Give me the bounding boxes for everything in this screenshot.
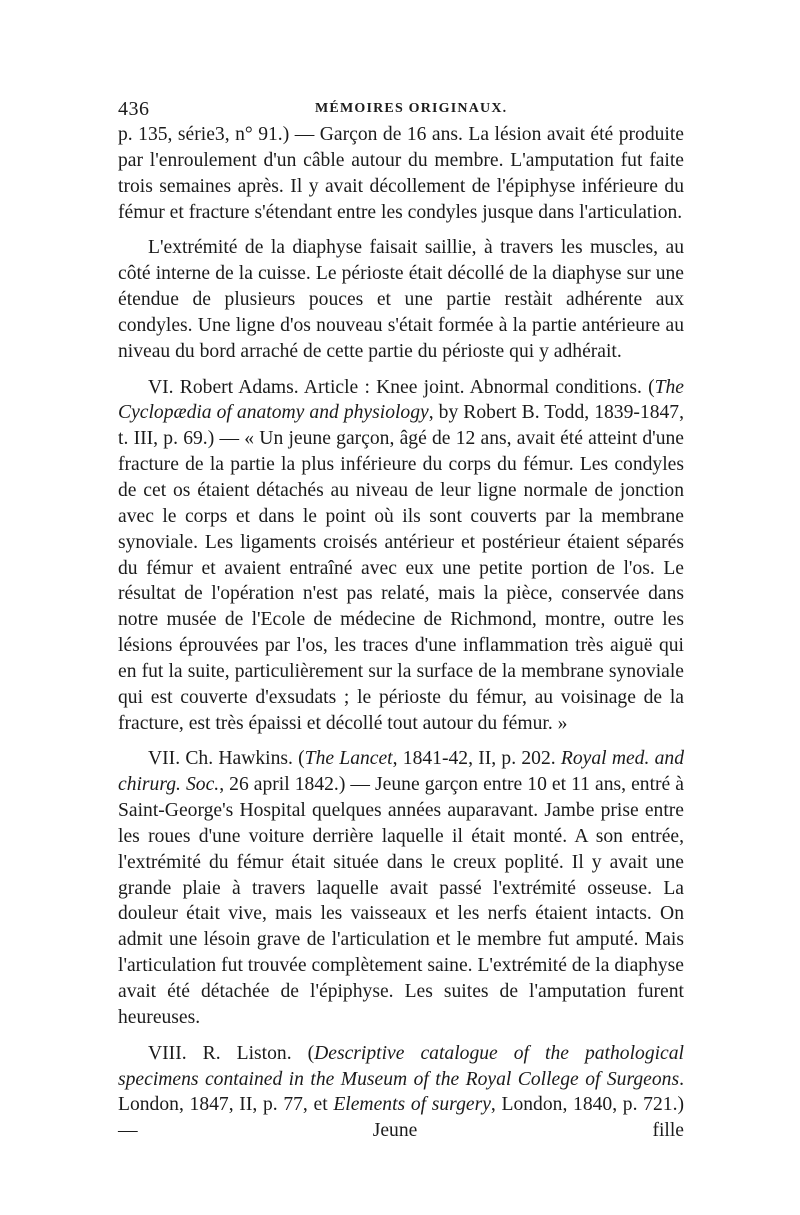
case-viii-source-elements: Elements of surgery [333,1094,491,1116]
paragraph-case-vi [118,375,684,737]
case-vii-text: , 26 april 1842.) — Jeune garçon entre 10 et 11 ans, entré à Saint-George's Hospital quelques années auparavant. Jambe prise entre les roues d'une voiture derrière laquelle il était monté. A son entrée, l'extrémité du fémur était située dans le creux poplité. Il y avait une grande plaie à travers laquelle avait passé l'extrémité osseuse. La douleur était vive, mais les vaisseaux et les nerfs étaient intacts. On admit une lésoin grave de l'articulation et le membre fut amputé. Mais l'articulation fut trouvée complètement saine. L'extrémité de la diaphyse avait été détachée de l'épiphyse. Les suites de l'amputation furent heureuses. [118,774,684,1028]
page-number: 436 [118,98,150,120]
case-viii-source-catalogue: Descriptive catalogue of the pathological specimens contained in the Museum of the Royal College of Surgeons [118,1042,684,1090]
running-title: MÉMOIRES ORIGINAUX. [315,101,508,116]
case-viii-text: , London, 1840, p. 721.) — Jeune fille [118,1094,684,1142]
case-vii-citation: , 1841-42, II, p. 202. [392,748,561,770]
case-vii-intro: VII. Ch. Hawkins. ( [148,748,305,770]
case-vi-text: , by Robert B. Todd, 1839-1847, t. III, p. 69.) — « Un jeune garçon, âgé de 12 ans, avait été atteint d'une fracture de la partie la plus inférieure du corps du fémur. Les condyles de cet os étaient détachés au niveau de leur ligne normale de jonction avec le corps et dans le point où ils sont couverts par la membrane synoviale. Les ligaments croisés antérieur et postérieur étaient séparés du fémur et avaient entraîné avec eux une petite portion de l'os. Le résultat de l'opération n'est pas relaté, mais la pièce, conservée dans notre musée de l'Ecole de médecine de Richmond, montre, outre les lésions éprouvées par l'os, les traces d'une inflammation très aiguë qui en fut la suite, particulièrement sur la surface de la membrane synoviale qui est couverte d'exsudats ; le périoste du fémur, au voisinage de la fracture, est très épaissi et décollé tout autour du fémur. » [118,402,684,734]
running-header [118,92,684,122]
case-vii-source-lancet: The Lancet [304,748,393,770]
body-text [118,122,684,1144]
paragraph-case-viii [118,1041,684,1144]
paragraph-case-v-description: L'extrémité de la diaphyse faisait saillie, à travers les muscles, au côté interne de la cuisse. Le périoste était décollé de la diaphyse sur une étendue de plusieurs pouces et une partie restàit adhérente aux condyles. Une ligne d'os nouveau s'était formée à la partie antérieure au niveau du bord arraché de cette partie du périoste qui y adhérait. [118,237,684,362]
case-viii-citation: . London, 1847, II, p. 77, et [118,1068,684,1116]
paragraph-case-v-end: p. 135, série3, n° 91.) — Garçon de 16 ans. La lésion avait été produite par l'enroulement d'un câble autour du membre. L'amputation fut faite trois semaines après. Il y avait décollement de l'épiphyse inférieure du fémur et fracture s'étendant entre les condyles jusque dans l'articulation. [118,124,684,223]
case-vi-intro: VI. Robert Adams. Article : Knee joint. Abnormal conditions. ( [148,376,655,398]
page [118,92,684,1154]
case-viii-intro: VIII. R. Liston. ( [148,1042,315,1064]
paragraph-case-vii [118,746,684,1030]
case-vi-source-title: The Cyclopædia of anatomy and physiology [118,376,684,424]
case-vii-source-society: Royal med. and chirurg. Soc. [118,748,685,796]
